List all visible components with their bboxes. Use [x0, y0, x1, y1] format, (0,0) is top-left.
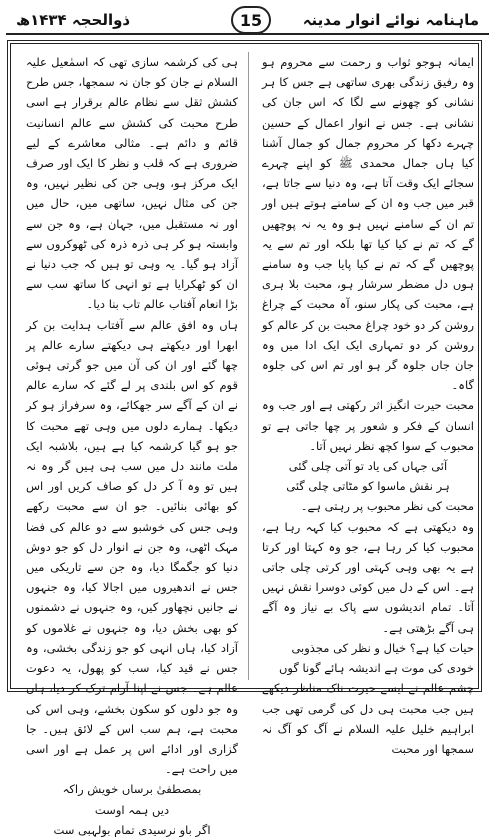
- paragraph: ہی کی کرشمہ سازی تھی کہ اسمٰعیل علیہ السلام نے جان کو جان نہ سمجھا، جس طرح کشش ثقل سے نظام عالم برقرار ہے اسی طرح محبت کی کشش سے عالم انسانیت قائم و دائم ہے۔ مثالی معاشرے کے لیے ضروری ہے کہ قلب و نظر کا ایک اور صرف ایک مرکز ہو، وہی جن کی نظیر نہیں، وہ جن کی مثال نہیں، ساتھی میں، حال میں اور نہ مستقبل میں، جہان ہے، وہ جن سے وابستہ ہو کر ہی ذرہ ذرہ کی ٹھوکروں سے آزاد ہو گیا۔ یہ وہی تو ہیں کہ جب دنیا نے ان کو ٹھکرایا ہے تو انہی کا ساتھ سب سے بڑا انعام آفتاب عالم تاب بنا دیا۔: [26, 55, 238, 312]
- paragraph: حیات کیا ہے؟ خیال و نظر کی مجذوبی: [291, 640, 474, 655]
- paragraph: خودی کی موت ہے اندیشہ ہائے گونا گوں: [278, 661, 474, 676]
- magazine-title: ماہنامہ نوائے انوار مدینہ: [302, 11, 479, 29]
- article-column-left: [26, 52, 238, 837]
- paragraph: وہ دیکھتی ہے کہ محبوب کیا کہہ رہا ہے، محبوب کیا کر رہا ہے، جو وہ کہتا اور کرتا ہے یہ بھی وہی کہتی اور کرتی چلی جاتی ہے۔ اس کے دل میں کوئی دوسرا نقش نہیں آتا۔ تمام اندیشوں سے پاک بے نیاز وہ آگے ہی آگے بڑھتی ہے۔: [262, 519, 474, 635]
- verse-line: دیں ہمہ اوست: [94, 802, 170, 817]
- verse-line: اگر باو نرسیدی تمام بولہبی ست: [53, 822, 211, 837]
- verse-line: بمصطفیٰ برساں خویش راکہ: [62, 782, 202, 797]
- header-rule: [6, 33, 489, 35]
- paragraph: ہاں وہ افق عالم سے آفتاب ہدایت بن کر ابھرا اور دیکھتے ہی دیکھتے سارے عالم پر چھا گئے اور ان کی آن میں جو گرتی ہوئی قوم کو اس بلندی پر لے گئے کہ سارے عالم نے ان کے آگے سر جھکائے، وہ سرفراز ہو کر دیکھا۔ ہمارے دلوں میں وہی تھے محبت کا جو ہو گیا کرشمہ کیا ہے ہیں، بلاشبہ ایک ملت مانند دل میں سب ہی ہیں گر وہ نہ ہیں تو وہ آ کر دل کو صاف کریں اور اس کو بھائی بنائیں۔ جو ان سے محبت رکھے وہی جس کی خوشبو سے دو عالم کی فضا مہک اٹھی، وہ جن نے انوار دل کو جو دوش دنیا کو جگمگا دیا، وہ جن سے تاریکی میں جس نے اندھیروں میں اجالا کیا، وہ جنہوں نے جانیں نچھاور کیں، وہ جنہوں نے دشمنوں کو بھی بخش دیا، وہ جنہوں نے غلاموں کو آزاد کیا، ہاں انہی کو جو زندگی بخشی، وہ جس نے قید کیا، سب کو پھول، یہ دعوت عالم ہے۔ جس نے اپنا آرام ترک کر دیا، ہاں وہ جو دلوں کو سکون بخشے، وہی اس کی محبت ہے، ہم سب اس کے لائق ہیں۔ جا گزاری اور ادائے اس پر عمل ہے اور اسی میں راحت ہے۔: [26, 317, 238, 777]
- paragraph: محبت حیرت انگیز اثر رکھتی ہے اور جب وہ انسان کے فکر و شعور پر چھا جاتی ہے تو محبوب کے سوا کچھ نظر نہیں آتا۔: [262, 398, 474, 453]
- paragraph: چشم عالم نے ایسے حیرت ناک مناظر دیکھے ہیں جب محبت ہی دل کی گرمی تھی جب ابراہیم خلیل علیہ السلام نے آگ کو آگ نہ سمجھا اور محبت: [262, 681, 474, 756]
- paragraph: ایمانہ ہوجو ثواب و رحمت سے محروم ہو وہ رفیق زندگی بھری ساتھی ہے جس کا ہر نشانی کو چھونے سے لگا کہ اس جان کی نشانی ہے۔ جس نے انوار اعمال کے حسین چہرے دکھا کر محروم جمال کو جمال آشنا کیا ہاں جمال محمدی ﷺ کو اپنے چہرے سجائے ایک وقت آتا ہے، وہ دنیا سے جاتا ہے، قبر میں جب وہ ان کے سامنے ہوتے ہیں اور تم ان کے سامنے نہیں ہو وہ یہ نہ پوچھیں گے کہ تم نے کیا کیا تھا بلکہ اور تم سے یہ پوچھیں گے کہ تم نے کیا پایا جب وہ سامنے ہوں دل مضطر سرشار ہو، محبت بلا ہری ہے، محبت کی پکار سنو، آہ محبت کے چراغ روشن کر دو خود چراغ محبت بن کر عالم کو روشن کر دو تمہاری ایک ایک ادا میں وہ جان جاں جلوہ گر ہو اور تم اس کی جلوہ گاہ۔: [262, 55, 474, 393]
- article-column-right: [262, 52, 474, 756]
- issue-date: ذوالحجہ ۱۴۳۴ھ: [16, 11, 131, 29]
- verse-line: ہر نقش ماسوا کو مٹاتی چلی گئی: [286, 479, 450, 494]
- paragraph: محبت کی نظر محبوب پر رہتی ہے۔: [300, 499, 474, 514]
- page-number: 15: [231, 6, 271, 34]
- page-header: [6, 4, 489, 34]
- verse-line: آئی جہاں کی یاد تو آتی چلی گئی: [288, 459, 448, 474]
- column-divider: [248, 52, 249, 680]
